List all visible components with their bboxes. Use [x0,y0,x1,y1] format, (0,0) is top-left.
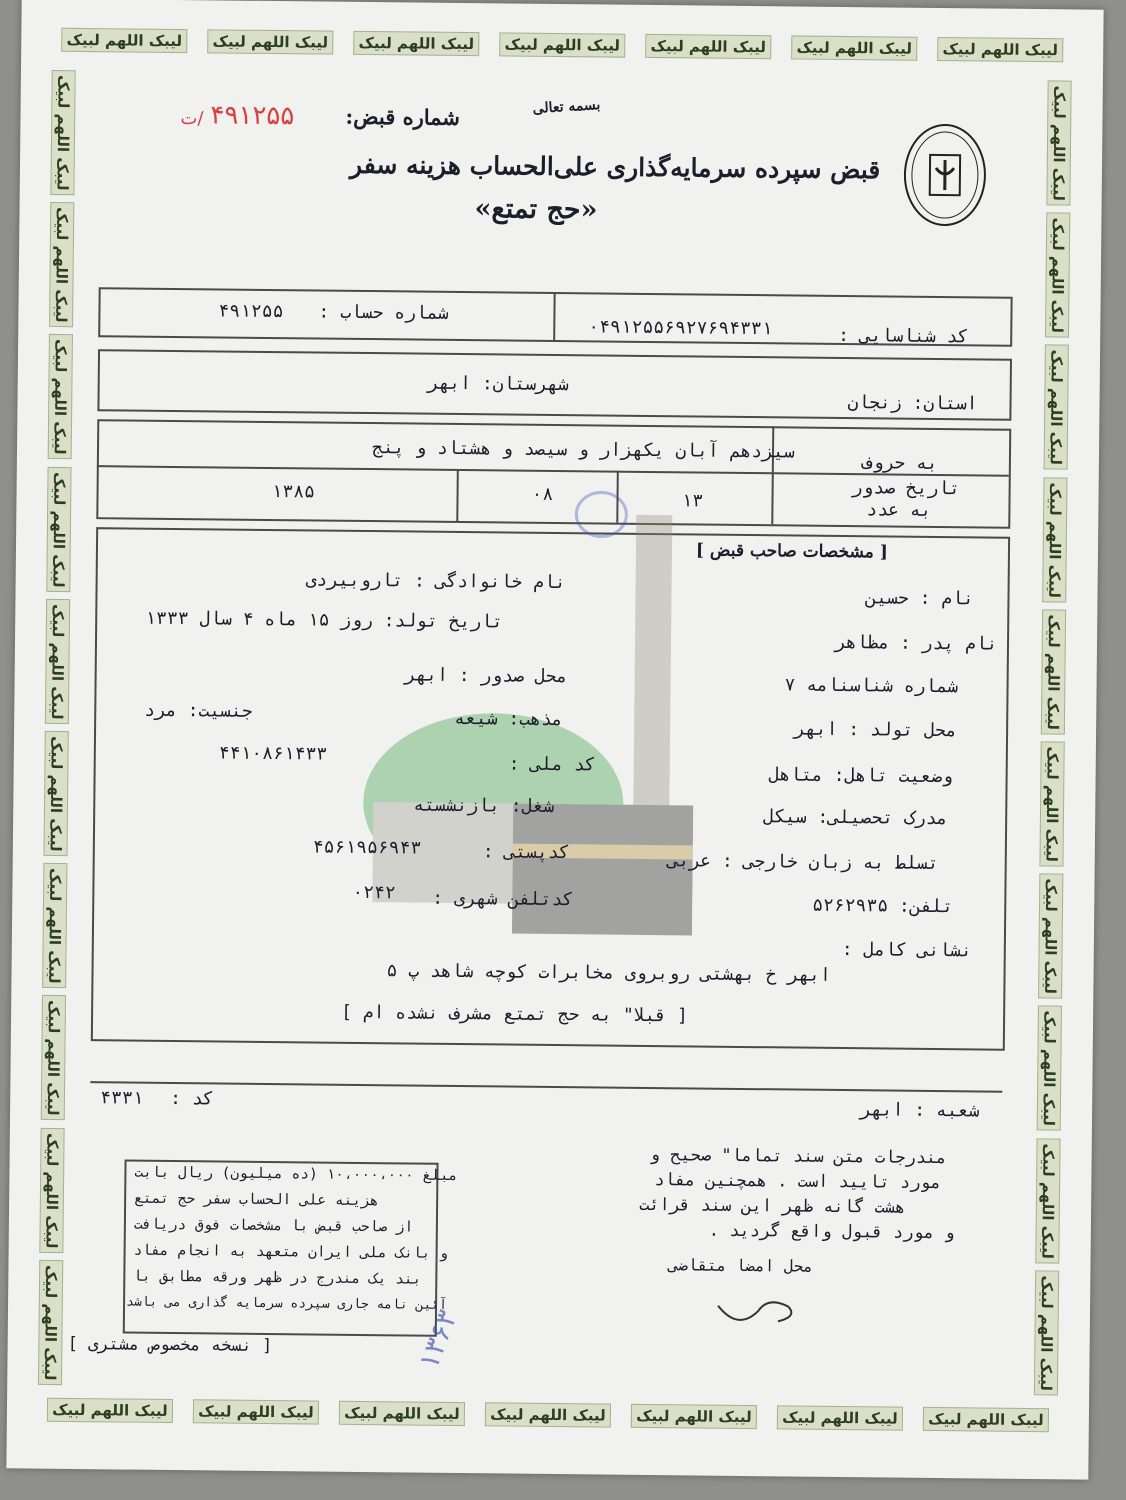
owner-section-title: [ مشخصات صاحب قبض ] [695,540,888,563]
job: شغل: بازنشسته [413,794,555,817]
confirm-line: هشت گانه ظهر این سند قرائت [639,1194,906,1218]
branch-code-value: ۴۳۳۱ [100,1087,144,1109]
receipt-no-value: ۴۹۱۲۵۵ [210,100,295,132]
address-label: نشانی کامل : [841,939,972,962]
signature-icon [698,1276,819,1337]
religion: مذهب: شیعه [454,707,563,731]
blue-stamp-mark-icon [566,484,637,545]
id-value: ۰۴۹۱۲۵۵۶۹۲۷۶۹۴۳۳۱ [588,316,773,340]
in-digits-label: به عدد [866,499,932,521]
postal-label: کدپستی : [482,841,570,864]
issue-place: محل صدور : ابهر [404,664,568,688]
receipt-no-suffix: /ت [180,108,204,130]
marital-status: وضعیت تاهل: متاهل [768,764,953,788]
account-label: شماره حساب : [318,301,449,324]
address-value: ابهر خ بهشتی روبروی مخابرات کوچه شاهد پ ۵ [386,960,831,986]
issue-date-label: تاریخ صدور [851,477,961,500]
foreign-language: تسلط به زبان خارجی : عربی [667,850,939,875]
branch-code-label: کد : [170,1087,214,1110]
amount-line: و بانک ملی ایران متعهد به انجام مفاد [133,1242,448,1262]
gender: جنسیت: مرد [144,699,253,722]
blue-stamp: ۱۳۶۳ [411,1305,464,1374]
signature-label: محل امضا متقاضی [668,1255,814,1276]
city: شهرستان: ابهر [427,372,569,396]
postal-value: ۴۵۶۱۹۵۶۹۴۳ [312,836,422,859]
receipt-no-label: شماره قبض: [345,103,461,130]
phone: تلفن: ۵۲۶۲۹۳۵ [812,894,954,918]
amount-line: از صاحب قبض با مشخصات فوق دریافت [133,1216,414,1236]
amount-line: بند یک مندرج در ظهر ورقه مطابق با [133,1268,422,1288]
amount-line: هزینه علی الحساب سفر حج تمتع [134,1190,379,1210]
in-words-label: به حروف [861,452,938,474]
first-name: نام : حسین [865,587,974,610]
date-month: ۰۸ [531,483,554,505]
page-title: قبض سپرده سرمایه‌گذاری علی‌الحساب هزینه سفر [349,149,881,185]
birth-place: محل تولد : ابهر [794,718,957,742]
id-number: شماره شناسنامه ۷ [784,674,959,698]
national-code-label: کد ملی : [508,753,596,776]
province: استان: زنجان [847,392,978,415]
city-code-label: کدتلفن شهری : [432,887,574,911]
date-in-words: سیزدهم آبان یکهزار و سیصد و هشتاد و پنج [371,437,795,463]
branch: شعبه : ابهر [860,1099,980,1122]
date-year: ۱۳۸۵ [271,481,316,503]
father-name: نام پدر : مظاهر [834,631,998,655]
national-code-value: ۴۴۱۰۸۶۱۴۳۳ [218,742,328,765]
birth-date: تاریخ تولد: روز ۱۵ ماه ۴ سال ۱۳۳۳ [145,607,503,633]
confirm-line: و مورد قبول واقع گردید . [708,1220,955,1244]
family-name: نام خانوادگی : تاروبیردی [305,569,566,594]
page-subtitle: «حج تمتع» [474,193,598,226]
account-value: ۴۹۱۲۵۵ [218,300,284,323]
date-day: ۱۳ [681,490,704,512]
right-border: لیبک اللهم لبیک لیبک اللهم لبیک لیبک اللهم لبیک لیبک اللهم لبیک لیبک اللهم لبیک لیبک اللهم لبیک لیبک اللهم لبیک لیبک اللهم لبیک لیبک اللهم لبیک لیبک اللهم لبیک [1025,77,1081,1399]
confirm-line: مورد تایید است . همچنین مفاد [654,1170,942,1194]
bottom-border: لیبک اللهم لبیک لیبک اللهم لبیک لیبک اللهم لبیک لیبک اللهم لبیک لیبک اللهم لبیک لیبک اللهم لبیک لیبک اللهم لبیک [37,1391,1059,1440]
city-code-value: ۰۲۴۲ [352,881,396,904]
owner-note: [ قبلا" به حج تمتع مشرف نشده ام ] [341,1001,688,1027]
education: مدرک تحصیلی: سیکل [763,806,948,830]
id-label: کد شناسایی : [838,324,969,348]
top-border: لیبک اللهم لبیک لیبک اللهم لبیک لیبک اللهم لبیک لیبک اللهم لبیک لیبک اللهم لبیک لیبک اللهم لبیک لیبک اللهم لبیک [51,21,1073,70]
amount-line: مبلغ ۱۰،۰۰۰،۰۰۰ (ده میلیون) ریال بابت [134,1164,458,1185]
amount-line: آئین نامه جاری سپرده سرمایه گذاری می باشد [126,1294,448,1313]
bank-logo-icon [899,120,990,231]
left-border: لیبک اللهم لبیک لیبک اللهم لبیک لیبک اللهم لبیک لیبک اللهم لبیک لیبک اللهم لبیک لیبک اللهم لبیک لیبک اللهم لبیک لیبک اللهم لبیک لیبک اللهم لبیک لیبک اللهم لبیک [29,67,85,1389]
bismillah: بسمه تعالی [532,97,601,118]
copy-label: [ نسخه مخصوص مشتری ] [67,1333,273,1357]
confirm-line: مندرجات متن سند تماما" صحیح و [649,1145,947,1169]
receipt-paper [6,0,1103,1480]
